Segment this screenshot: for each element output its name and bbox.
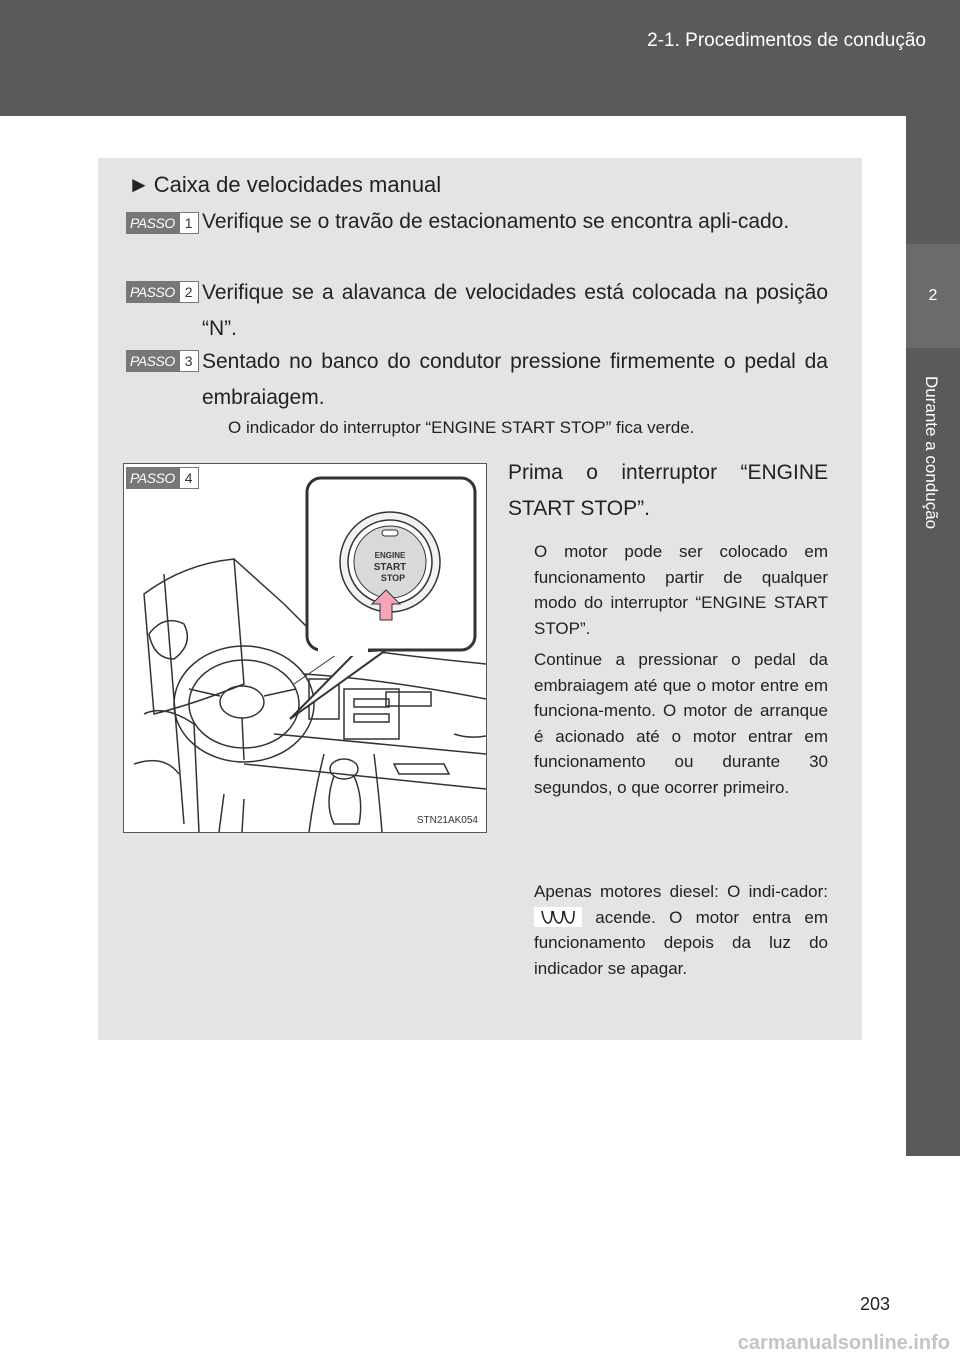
heading-text: Caixa de velocidades manual [153, 172, 442, 197]
dashboard-drawing [124, 464, 486, 832]
step-label: PASSO [126, 467, 179, 489]
button-label-engine: ENGINE [374, 551, 406, 560]
step-label: PASSO [126, 281, 179, 303]
chapter-tab [906, 116, 960, 1156]
glow-plug-indicator-icon [534, 907, 582, 927]
step-1-text: Verifique se o travão de estacionamento se encontra apli-cado. [202, 210, 790, 233]
watermark: carmanualsonline.info [737, 1332, 950, 1354]
step-4-description-2: Continue a pressionar o pedal da embraiagem até que o motor entre em funciona-mento. O motor de arranque é acionado até o motor entrar em funcionamento ou durante 30 segundos, o que ocorrer primeiro. [534, 650, 828, 797]
procedure-heading [128, 172, 441, 198]
page-header [0, 0, 960, 116]
step-badge-3 [126, 350, 199, 372]
diesel-note-before: Apenas motores diesel: O indi-cador: [534, 882, 828, 901]
step-3-text: Sentado no banco do condutor pressione firmemente o pedal da embraiagem. [202, 350, 828, 409]
step-number: 3 [179, 350, 199, 372]
button-label-start: START [373, 562, 407, 573]
step-2-text: Verifique se a alavanca de velocidades está colocada na posição “N”. [202, 281, 828, 340]
diesel-note [534, 879, 828, 981]
indicator-note: O indicador do interruptor “ENGINE START STOP” fica verde. [228, 418, 695, 437]
step-badge-2 [126, 281, 199, 303]
chapter-name: Durante a condução [922, 376, 941, 530]
step-badge-4 [126, 467, 199, 489]
triangle-bullet-icon: ► [128, 172, 150, 197]
page-number: 203 [859, 1294, 890, 1314]
figure-code: STN21AK054 [416, 815, 478, 826]
step-number: 1 [179, 212, 199, 234]
section-title: 2-1. Procedimentos de condução [647, 30, 926, 51]
step-label: PASSO [126, 212, 179, 234]
dashboard-illustration [123, 463, 487, 833]
step-number: 2 [179, 281, 199, 303]
step-number: 4 [179, 467, 199, 489]
step-badge-1 [126, 212, 199, 234]
chapter-number: 2 [906, 244, 960, 348]
step-4-text: Prima o interruptor “ENGINE START STOP”. [508, 461, 828, 520]
step-4-description-1: O motor pode ser colocado em funcionamento partir de qualquer modo do interruptor “ENGINE START STOP”. [534, 542, 828, 638]
button-label-stop: STOP [380, 573, 406, 583]
diesel-note-after: acende. O motor entra em funcionamento depois da luz do indicador se apagar. [534, 907, 828, 978]
step-label: PASSO [126, 350, 179, 372]
